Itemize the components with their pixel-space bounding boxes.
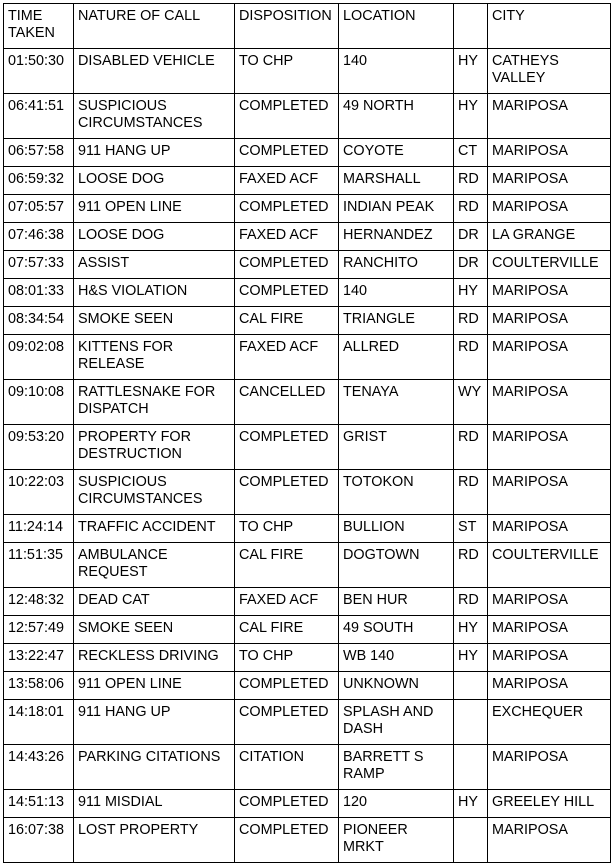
cell-city: MARIPOSA (488, 470, 611, 515)
table-row (4, 543, 611, 588)
cell-disposition: CAL FIRE (235, 616, 339, 644)
cell-disposition: CITATION (235, 745, 339, 790)
cell-nature-of-call: SMOKE SEEN (74, 307, 235, 335)
cell-location: PIONEER MRKT (339, 818, 454, 863)
cell-nature-of-call: H&S VIOLATION (74, 279, 235, 307)
cell-disposition: COMPLETED (235, 139, 339, 167)
cell-city: MARIPOSA (488, 745, 611, 790)
cell-time-taken: 12:48:32 (4, 588, 74, 616)
table-row (4, 307, 611, 335)
cell-time-taken: 12:57:49 (4, 616, 74, 644)
cell-disposition: COMPLETED (235, 818, 339, 863)
header-disposition: DISPOSITION (235, 4, 339, 49)
table-row (4, 588, 611, 616)
cell-city: COULTERVILLE (488, 543, 611, 588)
cell-street-suffix: RD (454, 167, 488, 195)
cell-disposition: COMPLETED (235, 94, 339, 139)
cell-time-taken: 06:41:51 (4, 94, 74, 139)
cell-location: WB 140 (339, 644, 454, 672)
table-row (4, 335, 611, 380)
cell-nature-of-call: PARKING CITATIONS (74, 745, 235, 790)
table-row (4, 195, 611, 223)
cell-nature-of-call: 911 OPEN LINE (74, 672, 235, 700)
cell-time-taken: 11:24:14 (4, 515, 74, 543)
cell-nature-of-call: DEAD CAT (74, 588, 235, 616)
cell-time-taken: 14:51:13 (4, 790, 74, 818)
cell-time-taken: 10:22:03 (4, 470, 74, 515)
cell-nature-of-call: RATTLESNAKE FOR DISPATCH (74, 380, 235, 425)
cell-street-suffix (454, 672, 488, 700)
cell-city: MARIPOSA (488, 307, 611, 335)
cell-time-taken: 07:46:38 (4, 223, 74, 251)
cell-location: 120 (339, 790, 454, 818)
cell-time-taken: 01:50:30 (4, 49, 74, 94)
table-row (4, 251, 611, 279)
cell-street-suffix (454, 745, 488, 790)
cell-time-taken: 06:57:58 (4, 139, 74, 167)
cell-nature-of-call: 911 OPEN LINE (74, 195, 235, 223)
cell-location: SPLASH AND DASH (339, 700, 454, 745)
table-row (4, 700, 611, 745)
table-row (4, 644, 611, 672)
table-row (4, 672, 611, 700)
cell-city: MARIPOSA (488, 616, 611, 644)
cell-disposition: FAXED ACF (235, 335, 339, 380)
cell-disposition: COMPLETED (235, 700, 339, 745)
table-row (4, 380, 611, 425)
cell-location: 49 NORTH (339, 94, 454, 139)
cell-street-suffix: RD (454, 470, 488, 515)
cell-location: DOGTOWN (339, 543, 454, 588)
cell-location: UNKNOWN (339, 672, 454, 700)
cell-street-suffix: HY (454, 790, 488, 818)
cell-street-suffix: WY (454, 380, 488, 425)
cell-time-taken: 13:58:06 (4, 672, 74, 700)
cell-disposition: CAL FIRE (235, 307, 339, 335)
cell-nature-of-call: PROPERTY FOR DESTRUCTION (74, 425, 235, 470)
cell-location: BARRETT S RAMP (339, 745, 454, 790)
cell-disposition: COMPLETED (235, 672, 339, 700)
cell-location: BULLION (339, 515, 454, 543)
cell-location: INDIAN PEAK (339, 195, 454, 223)
cell-disposition: TO CHP (235, 515, 339, 543)
cell-city: MARIPOSA (488, 139, 611, 167)
cell-location: 140 (339, 279, 454, 307)
call-log-table (3, 3, 611, 863)
cell-street-suffix: HY (454, 616, 488, 644)
cell-street-suffix: RD (454, 195, 488, 223)
cell-location: MARSHALL (339, 167, 454, 195)
cell-city: MARIPOSA (488, 279, 611, 307)
cell-street-suffix: DR (454, 223, 488, 251)
header-time-taken: TIME TAKEN (4, 4, 74, 49)
table-row (4, 745, 611, 790)
cell-nature-of-call: DISABLED VEHICLE (74, 49, 235, 94)
header-suffix (454, 4, 488, 49)
cell-time-taken: 16:07:38 (4, 818, 74, 863)
cell-nature-of-call: 911 MISDIAL (74, 790, 235, 818)
header-location: LOCATION (339, 4, 454, 49)
cell-disposition: FAXED ACF (235, 167, 339, 195)
cell-disposition: COMPLETED (235, 470, 339, 515)
cell-street-suffix (454, 700, 488, 745)
cell-nature-of-call: ASSIST (74, 251, 235, 279)
cell-location: GRIST (339, 425, 454, 470)
cell-disposition: TO CHP (235, 49, 339, 94)
cell-nature-of-call: 911 HANG UP (74, 139, 235, 167)
cell-time-taken: 09:53:20 (4, 425, 74, 470)
table-row (4, 470, 611, 515)
table-body (4, 49, 611, 863)
cell-street-suffix: DR (454, 251, 488, 279)
cell-city: CATHEYS VALLEY (488, 49, 611, 94)
cell-nature-of-call: AMBULANCE REQUEST (74, 543, 235, 588)
cell-time-taken: 13:22:47 (4, 644, 74, 672)
cell-disposition: COMPLETED (235, 195, 339, 223)
cell-time-taken: 06:59:32 (4, 167, 74, 195)
cell-time-taken: 14:18:01 (4, 700, 74, 745)
cell-city: EXCHEQUER (488, 700, 611, 745)
cell-location: TRIANGLE (339, 307, 454, 335)
table-header-row (4, 4, 611, 49)
cell-time-taken: 07:57:33 (4, 251, 74, 279)
cell-disposition: TO CHP (235, 644, 339, 672)
cell-city: MARIPOSA (488, 515, 611, 543)
table-row (4, 167, 611, 195)
cell-disposition: FAXED ACF (235, 588, 339, 616)
header-city: CITY (488, 4, 611, 49)
cell-city: MARIPOSA (488, 672, 611, 700)
cell-nature-of-call: TRAFFIC ACCIDENT (74, 515, 235, 543)
cell-street-suffix: ST (454, 515, 488, 543)
cell-time-taken: 11:51:35 (4, 543, 74, 588)
cell-disposition: COMPLETED (235, 790, 339, 818)
cell-street-suffix: RD (454, 307, 488, 335)
cell-city: LA GRANGE (488, 223, 611, 251)
cell-city: MARIPOSA (488, 94, 611, 139)
cell-nature-of-call: SUSPICIOUS CIRCUMSTANCES (74, 470, 235, 515)
cell-disposition: CANCELLED (235, 380, 339, 425)
cell-location: ALLRED (339, 335, 454, 380)
cell-city: COULTERVILLE (488, 251, 611, 279)
cell-nature-of-call: RECKLESS DRIVING (74, 644, 235, 672)
cell-time-taken: 07:05:57 (4, 195, 74, 223)
table-row (4, 223, 611, 251)
cell-disposition: COMPLETED (235, 251, 339, 279)
cell-nature-of-call: 911 HANG UP (74, 700, 235, 745)
cell-location: HERNANDEZ (339, 223, 454, 251)
table-row (4, 139, 611, 167)
cell-location: 140 (339, 49, 454, 94)
cell-street-suffix: HY (454, 644, 488, 672)
cell-nature-of-call: LOST PROPERTY (74, 818, 235, 863)
table-row (4, 515, 611, 543)
cell-disposition: CAL FIRE (235, 543, 339, 588)
cell-city: MARIPOSA (488, 644, 611, 672)
header-nature-of-call: NATURE OF CALL (74, 4, 235, 49)
cell-time-taken: 14:43:26 (4, 745, 74, 790)
cell-city: MARIPOSA (488, 425, 611, 470)
cell-location: COYOTE (339, 139, 454, 167)
table-row (4, 616, 611, 644)
cell-location: TOTOKON (339, 470, 454, 515)
cell-nature-of-call: LOOSE DOG (74, 223, 235, 251)
cell-time-taken: 09:10:08 (4, 380, 74, 425)
cell-time-taken: 08:34:54 (4, 307, 74, 335)
cell-disposition: COMPLETED (235, 279, 339, 307)
table-row (4, 425, 611, 470)
cell-city: MARIPOSA (488, 335, 611, 380)
cell-city: MARIPOSA (488, 818, 611, 863)
table-row (4, 279, 611, 307)
cell-street-suffix: HY (454, 94, 488, 139)
cell-disposition: COMPLETED (235, 425, 339, 470)
cell-location: TENAYA (339, 380, 454, 425)
cell-city: MARIPOSA (488, 195, 611, 223)
cell-city: GREELEY HILL (488, 790, 611, 818)
cell-nature-of-call: KITTENS FOR RELEASE (74, 335, 235, 380)
cell-street-suffix: RD (454, 588, 488, 616)
cell-city: MARIPOSA (488, 380, 611, 425)
cell-nature-of-call: LOOSE DOG (74, 167, 235, 195)
cell-street-suffix (454, 818, 488, 863)
cell-time-taken: 08:01:33 (4, 279, 74, 307)
cell-city: MARIPOSA (488, 167, 611, 195)
table-row (4, 790, 611, 818)
cell-street-suffix: HY (454, 279, 488, 307)
cell-street-suffix: HY (454, 49, 488, 94)
cell-street-suffix: RD (454, 543, 488, 588)
cell-time-taken: 09:02:08 (4, 335, 74, 380)
table-row (4, 49, 611, 94)
table-row (4, 818, 611, 863)
table-row (4, 94, 611, 139)
cell-nature-of-call: SUSPICIOUS CIRCUMSTANCES (74, 94, 235, 139)
cell-disposition: FAXED ACF (235, 223, 339, 251)
cell-street-suffix: CT (454, 139, 488, 167)
cell-street-suffix: RD (454, 425, 488, 470)
cell-location: BEN HUR (339, 588, 454, 616)
cell-street-suffix: RD (454, 335, 488, 380)
cell-location: 49 SOUTH (339, 616, 454, 644)
cell-location: RANCHITO (339, 251, 454, 279)
cell-city: MARIPOSA (488, 588, 611, 616)
cell-nature-of-call: SMOKE SEEN (74, 616, 235, 644)
